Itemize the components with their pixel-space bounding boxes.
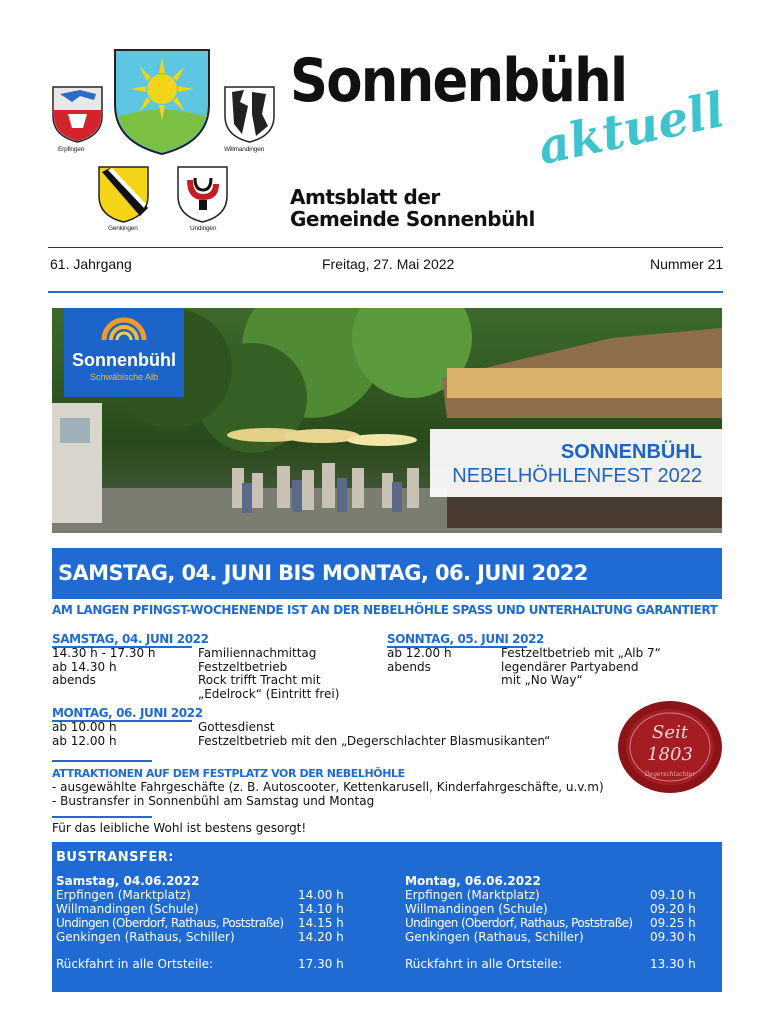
bus-saturday-places bbox=[56, 888, 284, 944]
bus-monday-times bbox=[650, 888, 696, 944]
header-rule-bottom bbox=[48, 291, 723, 293]
bus-saturday-heading: Samstag, 04.06.2022 bbox=[56, 874, 200, 888]
food-note: Für das leibliche Wohl ist bestens gesorgt! bbox=[52, 821, 307, 835]
event-tagline: AM LANGEN PFINGST-WOCHENENDE IST AN DER NEBELHÖHLE SPASS UND UNTERHALTUNG GARANTIERT bbox=[52, 603, 718, 617]
bus-mon-stop-4: Genkingen (Rathaus, Schiller) bbox=[405, 930, 584, 944]
bus-sat-stop-4: Genkingen (Rathaus, Schiller) bbox=[56, 930, 235, 944]
sunday-item-3: mit „No Way“ bbox=[501, 673, 583, 687]
sunday-time-2: abends bbox=[387, 659, 431, 674]
saturday-item-1: Familiennachmittag bbox=[198, 646, 317, 660]
sunday-times bbox=[387, 647, 452, 674]
bus-transfer-box bbox=[52, 842, 722, 992]
sonnenbuehl-logo bbox=[64, 308, 184, 397]
hero-photo bbox=[52, 308, 722, 533]
bus-mon-stop-3: Undingen (Oberdorf, Rathaus, Poststraße) bbox=[405, 916, 633, 930]
amtsblatt-heading bbox=[290, 186, 535, 230]
masthead-title: Sonnenbühl bbox=[290, 46, 627, 116]
crest-group bbox=[40, 44, 285, 244]
bus-sat-stop-1: Erpfingen (Marktplatz) bbox=[56, 888, 191, 902]
bus-monday-heading: Montag, 06.06.2022 bbox=[405, 874, 541, 888]
bus-mon-time-4: 09.30 h bbox=[650, 930, 696, 944]
event-date-banner: SAMSTAG, 04. JUNI BIS MONTAG, 06. JUNI 2022 (PFINGSTEN) bbox=[52, 548, 722, 599]
sunday-item-1: Festzeltbetrieb mit „Alb 7“ bbox=[501, 646, 661, 660]
bus-mon-time-3: 09.25 h bbox=[650, 916, 696, 930]
seal-sub: Degerschlachter bbox=[644, 771, 696, 778]
bus-mon-stop-2: Willmandingen (Schule) bbox=[405, 902, 548, 916]
monday-item-2: Festzeltbetrieb mit den „Degerschlachter Blasmusikanten“ bbox=[198, 733, 551, 748]
attractions-list bbox=[52, 781, 604, 808]
bus-sat-time-2: 14.10 h bbox=[298, 902, 344, 916]
masthead-aktuell: aktuell bbox=[533, 82, 730, 176]
fest-title-line1: SONNENBÜHL bbox=[560, 441, 702, 463]
issue-date: Freitag, 27. Mai 2022 bbox=[322, 256, 455, 272]
genkingen-crest-icon bbox=[96, 164, 151, 224]
undingen-crest-icon bbox=[175, 164, 230, 224]
bus-saturday-times bbox=[298, 888, 344, 944]
amtsblatt-line2: Gemeinde Sonnenbühl bbox=[290, 207, 535, 231]
issue-volume: 61. Jahrgang bbox=[50, 256, 132, 272]
sunday-item-2: legendärer Partyabend bbox=[501, 659, 639, 674]
attractions-rule-top bbox=[52, 760, 152, 762]
sunday-heading: SONNTAG, 05. JUNI 2022 bbox=[387, 632, 544, 646]
willmandingen-crest-icon bbox=[222, 84, 277, 144]
header-rule-top bbox=[48, 247, 723, 248]
bus-mon-time-2: 09.20 h bbox=[650, 902, 696, 916]
monday-time-1: ab 10.00 h bbox=[52, 720, 117, 734]
sunday-time-1: ab 12.00 h bbox=[387, 646, 452, 660]
saturday-item-3: Rock trifft Tracht mit bbox=[198, 673, 321, 687]
monday-times bbox=[52, 721, 117, 748]
seal-line1: Seit bbox=[652, 722, 688, 743]
logo-region: Schwäbische Alb bbox=[89, 372, 159, 382]
bus-monday-return-label: Rückfahrt in alle Ortsteile: bbox=[405, 957, 563, 971]
attraction-item-2: - Bustransfer in Sonnenbühl am Samstag und Montag bbox=[52, 793, 375, 808]
logo-name: Sonnenbühl bbox=[72, 350, 176, 370]
bus-monday-places bbox=[405, 888, 633, 944]
sun-logo-icon bbox=[98, 308, 150, 346]
fest-title-line2: NEBELHÖHLENFEST 2022 bbox=[452, 465, 702, 487]
seit-1803-seal-icon bbox=[615, 698, 725, 796]
bus-sat-stop-3: Undingen (Oberdorf, Rathaus, Poststraße) bbox=[56, 916, 284, 930]
attractions-rule-bottom bbox=[52, 816, 152, 818]
sunday-items bbox=[501, 647, 661, 688]
crest-label-willmandingen: Willmandingen bbox=[224, 146, 265, 153]
saturday-time-1: 14.30 h - 17.30 h bbox=[52, 646, 156, 660]
attractions-heading: ATTRAKTIONEN AUF DEM FESTPLATZ VOR DER NEBELHÖHLE bbox=[52, 767, 405, 780]
saturday-items bbox=[198, 647, 339, 701]
bus-mon-time-1: 09.10 h bbox=[650, 888, 696, 902]
crest-label-genkingen: Genkingen bbox=[108, 225, 138, 232]
issue-number: Nummer 21 bbox=[650, 256, 724, 272]
crest-label-undingen: Undingen bbox=[190, 225, 217, 232]
seal-line2: 1803 bbox=[647, 744, 693, 765]
monday-time-2: ab 12.00 h bbox=[52, 733, 117, 748]
amtsblatt-line1: Amtsblatt der bbox=[290, 185, 440, 209]
monday-heading: MONTAG, 06. JUNI 2022 bbox=[52, 706, 203, 720]
bus-saturday-return-label: Rückfahrt in alle Ortsteile: bbox=[56, 957, 214, 971]
bus-sat-time-3: 14.15 h bbox=[298, 916, 344, 930]
saturday-item-4: „Edelrock“ (Eintritt frei) bbox=[198, 686, 340, 701]
bus-sat-stop-2: Willmandingen (Schule) bbox=[56, 902, 199, 916]
bus-monday-return-time: 13.30 h bbox=[650, 957, 696, 971]
fest-title-box bbox=[430, 429, 722, 497]
saturday-time-3: abends bbox=[52, 673, 96, 687]
bus-saturday-return-time: 17.30 h bbox=[298, 957, 344, 971]
attraction-item-1: - ausgewählte Fahrgeschäfte (z. B. Autoscooter, Kettenkarusell, Kinderfahrgeschäfte, u.v.m) bbox=[52, 780, 604, 794]
bus-heading: BUSTRANSFER: bbox=[56, 850, 174, 865]
crest-label-erpfingen: Erpfingen bbox=[58, 146, 85, 153]
erpfingen-crest-icon bbox=[50, 84, 105, 144]
bus-sat-time-1: 14.00 h bbox=[298, 888, 344, 902]
saturday-heading: SAMSTAG, 04. JUNI 2022 bbox=[52, 632, 209, 646]
saturday-time-2: ab 14.30 h bbox=[52, 659, 117, 674]
sonnenbuehl-crest-icon bbox=[112, 47, 212, 157]
bus-sat-time-4: 14.20 h bbox=[298, 930, 344, 944]
monday-item-1: Gottesdienst bbox=[198, 720, 275, 734]
monday-items bbox=[198, 721, 550, 748]
bus-mon-stop-1: Erpfingen (Marktplatz) bbox=[405, 888, 540, 902]
saturday-times bbox=[52, 647, 156, 688]
saturday-item-2: Festzeltbetrieb bbox=[198, 659, 288, 674]
